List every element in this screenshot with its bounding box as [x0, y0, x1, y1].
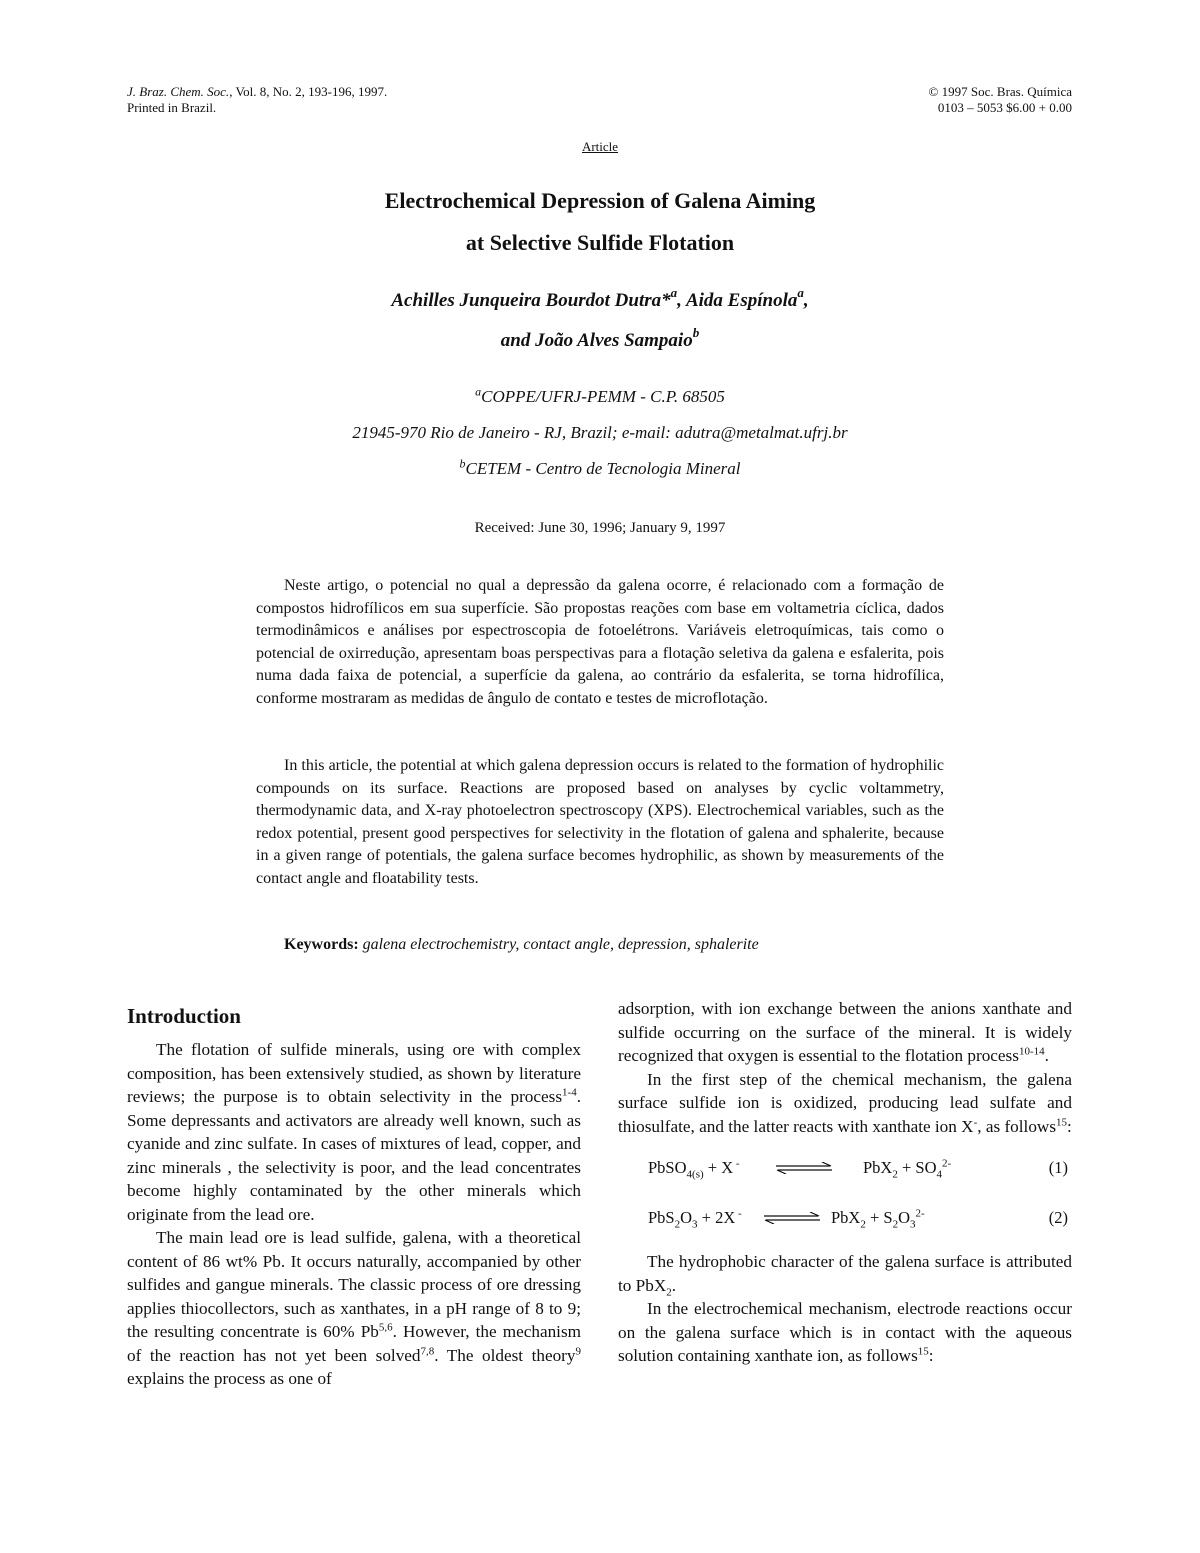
- affiliation-b: [0, 451, 1200, 487]
- intro-p4-text-a: In the first step of the chemical mechanism, the galena surface sulfide ion is oxidized, producing lead sulfate and thiosulfate, and the latter reacts with xanthate ion X: [618, 1069, 1072, 1136]
- received-dates: Received: June 30, 1996; January 9, 1997: [474, 520, 726, 536]
- intro-p1-text-b: . Some depressants and activators are already well known, such as cyanide and zinc sulfate. In cases of mixtures of lead, copper, and zinc minerals , the selectivity is poor, and the lead concentrates become highly contaminated by the other minerals which originate from the lead ore.: [127, 1087, 581, 1224]
- citation-ref: 15: [1056, 1115, 1068, 1128]
- title-line-1: Electrochemical Depression of Galena Aiming: [384, 188, 816, 213]
- issn-price: 0103 – 5053 $6.00 + 0.00: [937, 100, 1072, 115]
- affiliation-b-mark: b: [459, 456, 466, 471]
- eq-subscript: 3: [692, 1218, 698, 1231]
- eq-superscript: -: [733, 1157, 740, 1170]
- journal-citation: , Vol. 8, No. 2, 193-196, 1997.: [229, 84, 388, 99]
- equation-1-reactants: [648, 1156, 740, 1180]
- eq-term: + SO: [897, 1158, 937, 1177]
- eq-term: + 2X: [697, 1208, 736, 1227]
- intro-p5-text-b: .: [671, 1275, 677, 1295]
- citation-ref: 1-4: [562, 1086, 577, 1099]
- author-3-affil: b: [692, 324, 700, 340]
- intro-p4-text-c: :: [1067, 1116, 1072, 1136]
- eq-subscript: 2: [892, 1218, 899, 1231]
- right-column: [618, 997, 1072, 1368]
- printed-in: Printed in Brazil.: [127, 100, 217, 115]
- affiliation-a-mark: a: [475, 384, 482, 399]
- journal-name: J. Braz. Chem. Soc.: [127, 84, 230, 99]
- journal-header: [127, 84, 387, 116]
- eq-term: PbSO: [648, 1158, 687, 1177]
- eq-subscript: 2: [674, 1218, 681, 1231]
- author-3: and João Alves Sampaio: [500, 330, 693, 351]
- intro-paragraph-4: [618, 1068, 1072, 1139]
- intro-p3-text-b: .: [1044, 1046, 1049, 1065]
- eq-superscript: -: [735, 1207, 742, 1220]
- keywords-text: galena electrochemistry, contact angle, depression, sphalerite: [362, 936, 759, 953]
- intro-p6-text-a: In the electrochemical mechanism, electrode reactions occur on the galena surface which is in contact with the aqueous solution containing xanthate ion, as follows: [618, 1299, 1072, 1365]
- author-2: , Aida Espínola: [677, 290, 798, 311]
- equation-2: [618, 1206, 1072, 1230]
- intro-paragraph-1: [127, 1038, 581, 1226]
- intro-p6-text-b: :: [928, 1346, 934, 1365]
- eq-term: O: [898, 1208, 910, 1227]
- equation-1: [618, 1156, 1072, 1180]
- affiliation-a: [0, 379, 1200, 415]
- keywords: [284, 936, 759, 954]
- equation-2-products: [831, 1206, 925, 1230]
- authors-line-1: [0, 281, 1200, 321]
- intro-p2-text-c: . The oldest theory: [434, 1345, 576, 1365]
- author-1-affil: a: [670, 284, 678, 300]
- citation-ref: 15: [917, 1345, 929, 1358]
- eq-superscript: 2-: [942, 1157, 952, 1170]
- author-separator: ,: [803, 290, 809, 311]
- intro-p2-text-a: The main lead ore is lead sulfide, galena, with a theoretical content of 86 wt% Pb. It occurs naturally, accompanied by other sulfides and gangue minerals. The classic process of ore dressing applies thiocollectors, such as xanthates, in a pH range of 8 to 9; the resulting concentrate is 60% Pb: [127, 1228, 581, 1341]
- citation-ref: 9: [575, 1344, 582, 1357]
- author-2-affil: a: [797, 284, 804, 300]
- eq-term: PbX: [831, 1208, 861, 1227]
- affiliation-b-line-1: CETEM - Centro de Tecnologia Mineral: [465, 459, 741, 478]
- abstract-en-text: In this article, the potential at which galena depression occurs is related to the formation of hydrophilic compounds on its surface. Reactions are proposed based on analyses by cyclic voltammetry, thermodynamic data, and X-ray photoelectron spectroscopy (XPS). Electrochemical variables, such as the redox potential, present good perspectives for selectivity in the flotation of galena and sphalerite, because in a given range of potentials, the galena surface becomes hydrophilic, as shown by measurements of the contact angle and floatability tests.: [256, 757, 944, 887]
- eq-term: O: [680, 1208, 693, 1227]
- left-column: [127, 1002, 581, 1391]
- article-type: Article: [581, 139, 619, 154]
- author-list: [0, 281, 1200, 361]
- charge-sup: -: [973, 1115, 978, 1128]
- eq-subscript: 2: [892, 1168, 898, 1181]
- keywords-label: Keywords:: [284, 936, 359, 953]
- title-line-2: at Selective Sulfide Flotation: [465, 230, 735, 255]
- intro-p4-text-b: , as follows: [977, 1116, 1057, 1136]
- intro-paragraph-6: [618, 1297, 1072, 1368]
- eq-term: + X: [703, 1158, 734, 1177]
- citation-ref: 5,6: [378, 1321, 393, 1334]
- eq-term: + S: [865, 1208, 893, 1227]
- eq-subscript: 4(s): [686, 1168, 704, 1181]
- abstract-portuguese: [256, 575, 944, 711]
- affiliation-a-line-1: COPPE/UFRJ-PEMM - C.P. 68505: [481, 387, 725, 406]
- eq-subscript: 2: [860, 1218, 866, 1231]
- eq-term: PbS: [648, 1208, 675, 1227]
- intro-p2-text-b: . However, the mechanism of the reaction has not yet been solved: [127, 1322, 582, 1365]
- affiliation-a-line-2: 21945-970 Rio de Janeiro - RJ, Brazil; e-mail: adutra@metalmat.ufrj.br: [352, 423, 848, 442]
- citation-ref: 10-14: [1018, 1045, 1045, 1058]
- equation-1-products: [863, 1156, 951, 1180]
- copyright-header: [929, 84, 1072, 116]
- intro-paragraph-2: [127, 1226, 581, 1391]
- paper-title: [0, 180, 1200, 264]
- copyright: © 1997 Soc. Bras. Química: [928, 84, 1072, 99]
- authors-line-2: [0, 321, 1200, 361]
- equation-2-reactants: [648, 1206, 742, 1230]
- intro-p5-text-a: The hydrophobic character of the galena surface is attributed to PbX: [618, 1252, 1072, 1295]
- equation-2-number: (2): [1048, 1208, 1068, 1227]
- equilibrium-arrow-icon: [776, 1162, 832, 1174]
- intro-p3-text-a: adsorption, with ion exchange between the anions xanthate and sulfide occurring on the surface of the mineral. It is widely recognized that oxygen is essential to the flotation process: [618, 999, 1072, 1065]
- intro-p2-text-d: explains the process as one of: [127, 1369, 332, 1388]
- affiliations: [0, 379, 1200, 487]
- abstract-english: [256, 755, 944, 891]
- section-heading-introduction: Introduction: [127, 1004, 241, 1028]
- author-1: Achilles Junqueira Bourdot Dutra*: [391, 290, 671, 311]
- eq-subscript: 3: [910, 1218, 916, 1231]
- citation-ref: 7,8: [420, 1344, 435, 1357]
- eq-superscript: 2-: [915, 1207, 925, 1220]
- intro-paragraph-3: [618, 997, 1072, 1068]
- eq-subscript: 4: [936, 1168, 942, 1181]
- abstract-pt-text: Neste artigo, o potencial no qual a depressão da galena ocorre, é relacionado com a formação de compostos hidrofílicos em sua superfície. São propostas reações com base em voltametria cíclica, dados termodinâmicos e análises por espectroscopia de fotoelétrons. Variáveis eletroquímicas, tais como o potencial de oxirredução, apresentam boas perspectivas para a flotação seletiva da galena e esfalerita, pois numa dada faixa de potencial, a superfície da galena, ao contrário da esfalerita, se torna hidrofílica, conforme mostraram as medidas de ângulo de contato e testes de microflotação.: [256, 577, 944, 707]
- eq-term: PbX: [863, 1158, 893, 1177]
- equation-1-number: (1): [1048, 1158, 1068, 1177]
- eq-subscript: 2: [666, 1285, 672, 1298]
- intro-paragraph-5: [618, 1250, 1072, 1297]
- equilibrium-arrow-icon: [764, 1212, 820, 1224]
- intro-p1-text-a: The flotation of sulfide minerals, using ore with complex composition, has been extensively studied, as shown by literature reviews; the purpose is to obtain selectivity in the process: [127, 1040, 581, 1106]
